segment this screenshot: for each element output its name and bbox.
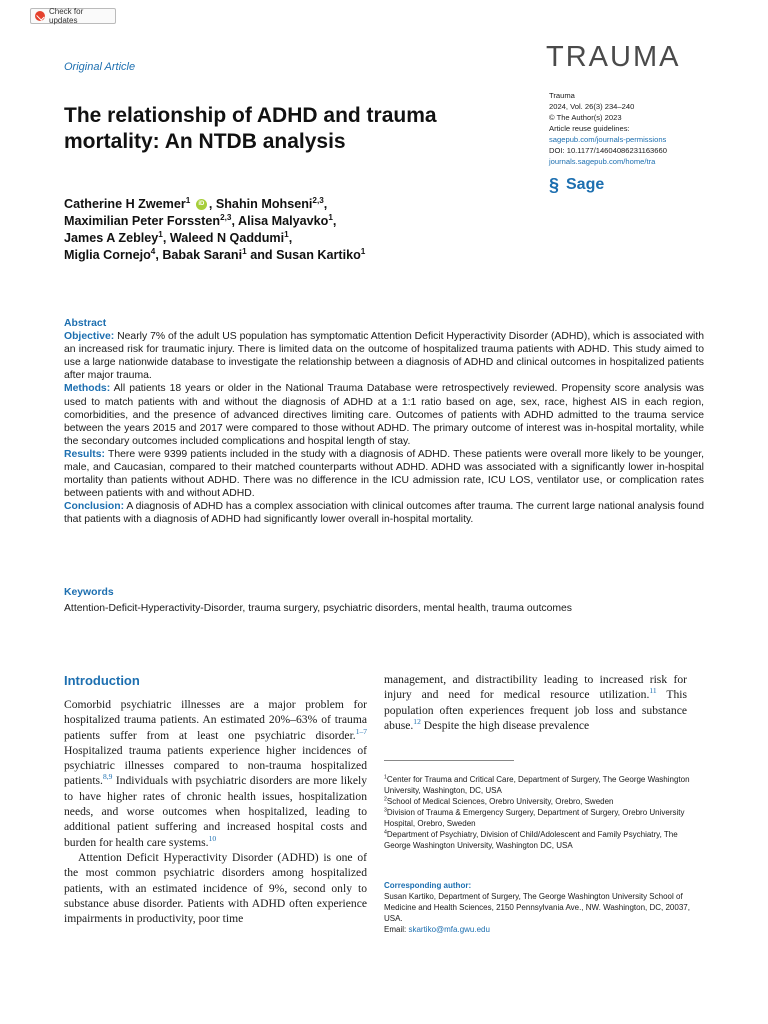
author-sep: , <box>332 214 337 228</box>
affiliation-item <box>384 807 694 829</box>
footnote-divider <box>384 760 514 761</box>
citation-link[interactable]: 11 <box>649 686 657 696</box>
affiliation-item <box>384 774 694 796</box>
abstract-objective <box>64 330 704 382</box>
author-name: , Waleed N Qaddumi <box>162 231 285 245</box>
abstract <box>64 317 704 527</box>
affil-text: Department of Psychiatry, Division of Child/Adolescent and Family Psychiatry, The George Washington University, Washington DC, USA <box>384 830 678 850</box>
author-list <box>64 196 484 264</box>
author-name: James A Zebley <box>64 231 159 245</box>
abstract-results <box>64 448 704 500</box>
affil-sup: 1 <box>384 774 387 781</box>
meta-volume: 2024, Vol. 26(3) 234–240 <box>549 102 635 111</box>
publisher-logo <box>549 176 604 194</box>
objective-label: Objective: <box>64 331 115 343</box>
author-affil-sup: 1 <box>185 195 191 205</box>
section-heading-introduction: Introduction <box>64 673 140 688</box>
text-run: Despite the high disease prevalence <box>420 718 590 732</box>
intro-column-right <box>384 672 687 733</box>
keywords-heading: Keywords <box>64 587 114 598</box>
check-updates-icon <box>35 11 45 21</box>
conclusion-text: A diagnosis of ADHD has a complex association with clinical outcomes after trauma. The current large national analysis found that patients with a diagnosis of ADHD had significantly lower overall in-hospital mortality. <box>64 501 704 526</box>
text-run: This population often experiences frequent job loss and substance abuse. <box>384 688 687 732</box>
text-run: management, and distractibility leading to increased risk for injury and need for medical resource utilization. <box>384 673 687 702</box>
abstract-heading: Abstract <box>64 318 107 329</box>
citation-link[interactable]: 1–7 <box>355 726 367 736</box>
author-name: , Shahin Mohseni <box>208 197 313 211</box>
objective-text: Nearly 7% of the adult US population has symptomatic Attention Deficit Hyperactivity Disorder (ADHD), which is associated with an increased risk for traumatic injury. There is limited data on the outcome of hospitalized trauma patients with ADHD. This study aimed to use a large nationwide database to investigate the relationship between a diagnosis of ADHD and clinical outcomes in hospitalized patients after major trauma. <box>64 331 704 382</box>
author-affil-sup: 4 <box>150 246 156 256</box>
citation-link[interactable]: 12 <box>413 717 421 727</box>
text-run: Comorbid psychiatric illnesses are a major problem for hospitalized trauma patients. An estimated 20%–63% of trauma patients suffer from at least one psychiatric disorder. <box>64 698 367 742</box>
keywords-text: Attention-Deficit-Hyperactivity-Disorder, trauma surgery, psychiatric disorders, mental health, trauma outcomes <box>64 603 572 614</box>
author-affil-sup: 1 <box>284 229 289 239</box>
abstract-methods <box>64 382 704 447</box>
meta-journal: Trauma <box>549 91 575 100</box>
journal-home-link[interactable]: journals.sagepub.com/home/tra <box>549 157 656 166</box>
meta-doi: DOI: 10.1177/14604086231163660 <box>549 146 667 155</box>
author-name: Catherine H Zwemer <box>64 197 186 211</box>
author-name: Miglia Cornejo <box>64 248 151 262</box>
affil-text: Division of Trauma & Emergency Surgery, Department of Surgery, Orebro University Hospital, Orebro, Sweden <box>384 808 685 828</box>
methods-text: All patients 18 years or older in the National Trauma Database were retrospectively reviewed. Propensity score analysis was used to match patients with and without the diagnosis of ADHD at a 1:1 ratio based on age, sex, race, highest AIS in each region, comorbidities, and the presence of advanced directives limiting care. Outcomes of patients with ADHD admitted to the trauma service between the years 2015 and 2017 were compared to those without ADHD. The primary outcome of interest was in-hospital mortality, while the secondary outcomes included complications and hospital length of stay. <box>64 383 704 447</box>
affil-sup: 4 <box>384 829 387 836</box>
citation-link[interactable]: 8,9 <box>102 772 113 782</box>
check-for-updates-badge[interactable] <box>30 8 116 24</box>
email-label: Email: <box>384 925 409 934</box>
intro-paragraph-2: Attention Deficit Hyperactivity Disorder (ADHD) is one of the most common psychiatric disorders among hospitalized patients, with an estimated incidence of 9%, second only to substance abuse disorder. Patients with ADHD often experience impairments in productivity, poor time <box>64 850 367 926</box>
author-affil-sup: 2,3 <box>312 195 324 205</box>
meta-reuse: Article reuse guidelines: <box>549 124 630 133</box>
citation-link[interactable]: 10 <box>208 833 217 843</box>
author-affil-sup: 1 <box>360 246 366 256</box>
conclusion-label: Conclusion: <box>64 501 125 513</box>
author-sep: , <box>323 197 328 211</box>
intro-column-left <box>64 697 367 926</box>
author-affil-sup: 1 <box>328 212 333 222</box>
journal-logo: TRAUMA <box>546 41 681 73</box>
journal-meta <box>549 90 667 167</box>
affiliations <box>384 774 694 851</box>
author-name: Maximilian Peter Forssten <box>64 214 221 228</box>
author-name: , Babak Sarani <box>155 248 243 262</box>
badge-label: Check for updates <box>49 7 84 25</box>
corresponding-email-line <box>384 924 694 935</box>
results-text: There were 9399 patients included in the study with a diagnosis of ADHD. These patients were overall more likely to be younger, male, and Caucasian, compared to their matched counterparts without ADHD. ADHD was associated with a significantly lower in-hospital mortality than patients without ADHD. There was no difference in the ICU admission rate, ICU LOS, ventilator use, or complication rates between patients with and without ADHD. <box>64 448 704 500</box>
keywords-section <box>64 586 704 616</box>
author-sep: , <box>288 231 293 245</box>
orcid-icon[interactable]: iD <box>196 199 207 210</box>
affiliation-item <box>384 796 694 807</box>
affil-sup: 3 <box>384 807 387 814</box>
affil-text: Center for Trauma and Critical Care, Department of Surgery, The George Washington University, Washington, DC, USA <box>384 775 690 795</box>
publisher-name: Sage <box>566 176 605 193</box>
email-link[interactable]: skartiko@mfa.gwu.edu <box>408 925 490 934</box>
meta-copyright: © The Author(s) 2023 <box>549 113 622 122</box>
article-type: Original Article <box>64 61 136 73</box>
results-label: Results: <box>64 448 105 460</box>
corresponding-address: Susan Kartiko, Department of Surgery, The George Washington University School of Medicine and Health Sciences, 2150 Pennsylvania Ave., NW. Washington, DC, 20037, USA. <box>384 892 690 923</box>
sage-logo-icon: § <box>549 175 560 195</box>
author-name: and Susan Kartiko <box>246 248 361 262</box>
author-affil-sup: 1 <box>158 229 163 239</box>
author-affil-sup: 1 <box>242 246 247 256</box>
author-name: , Alisa Malyavko <box>231 214 329 228</box>
abstract-conclusion <box>64 500 704 526</box>
methods-label: Methods: <box>64 383 111 395</box>
author-affil-sup: 2,3 <box>220 212 232 222</box>
affiliation-item <box>384 829 694 851</box>
intro-paragraph-3 <box>384 672 687 733</box>
permissions-link[interactable]: sagepub.com/journals-permissions <box>549 135 667 144</box>
article-title: The relationship of ADHD and trauma mortality: An NTDB analysis <box>64 104 437 153</box>
affil-sup: 2 <box>384 796 387 803</box>
text-run: Individuals with psychiatric disorders are more likely to have higher rates of chronic health issues, hospitalization needs, and worse outcomes when hospitalized, leading to additional patient suffering and increased hospital costs and burden for health care systems. <box>64 774 367 849</box>
text-run: Hospitalized trauma patients experience higher incidences of psychiatric illnesses compared to non-trauma hospitalized patients. <box>64 743 367 788</box>
corresponding-heading: Corresponding author: <box>384 881 472 890</box>
affil-text: School of Medical Sciences, Orebro University, Orebro, Sweden <box>386 797 614 806</box>
corresponding-author <box>384 880 694 935</box>
intro-paragraph-1 <box>64 697 367 850</box>
